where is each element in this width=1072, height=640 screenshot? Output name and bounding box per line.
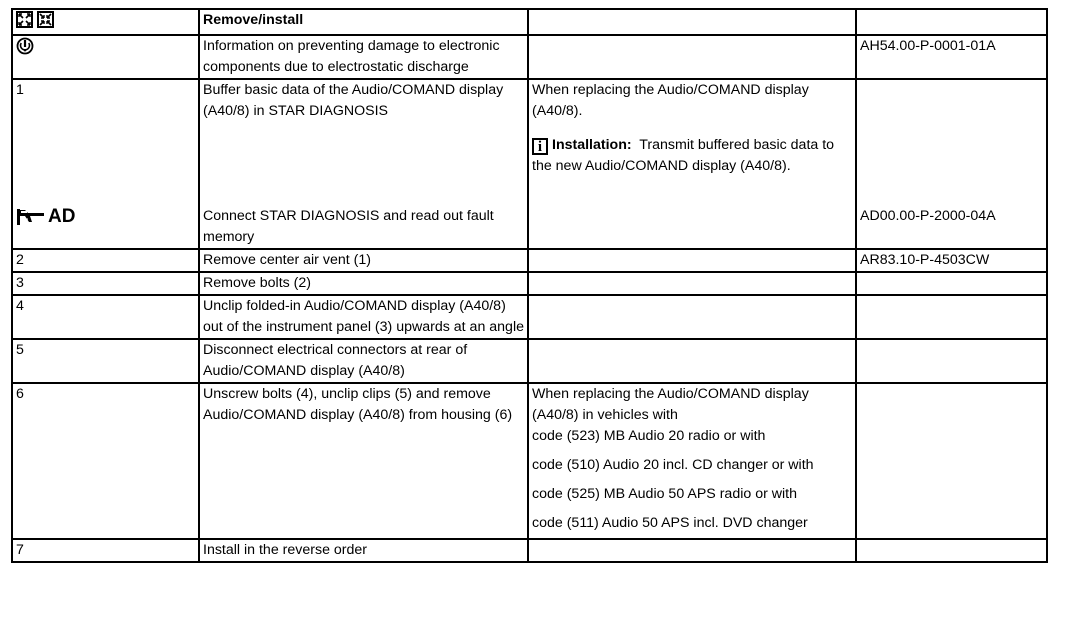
empty-cell <box>528 539 856 562</box>
table-row <box>12 35 1047 79</box>
step-2-reference-link[interactable]: AR83.10-P-4503CW <box>856 249 1047 272</box>
step-1-text-cell <box>199 79 528 249</box>
step-text: Unscrew bolts (4), unclip clips (5) and remove Audio/COMAND display (A40/8) from housing (6) <box>199 383 528 539</box>
step-text: Disconnect electrical connectors at rear of Audio/COMAND display (A40/8) <box>199 339 528 383</box>
step-text: Remove bolts (2) <box>199 272 528 295</box>
installation-info <box>532 135 852 177</box>
esd-icon-cell <box>12 35 199 79</box>
procedure-table <box>11 8 1048 563</box>
empty-cell <box>856 339 1047 383</box>
esd-reference-link[interactable]: AH54.00-P-0001-01A <box>856 35 1047 79</box>
step-text: Remove center air vent (1) <box>199 249 528 272</box>
header-title: Remove/install <box>199 9 528 35</box>
install-icon <box>37 11 54 28</box>
step-6-note-intro: When replacing the Audio/COMAND display (A40/8) in vehicles with <box>532 386 809 423</box>
step-1-note: When replacing the Audio/COMAND display (A40/8). <box>532 82 809 119</box>
step-number: 3 <box>12 272 199 295</box>
step-1-sub-text: Connect STAR DIAGNOSIS and read out fault memory <box>203 208 494 245</box>
remove-icon <box>16 11 33 28</box>
step-number: 5 <box>12 339 199 383</box>
table-row <box>12 272 1047 295</box>
step-1-ref-cell <box>856 79 1047 249</box>
empty-cell <box>856 539 1047 562</box>
step-1-note-cell <box>528 79 856 249</box>
step-text: Unclip folded-in Audio/COMAND display (A40/8) out of the instrument panel (3) upwards at an angle <box>199 295 528 339</box>
step-number: 1 <box>16 82 24 98</box>
esd-warning-icon <box>16 37 34 55</box>
step-number: 7 <box>12 539 199 562</box>
code-line: code (525) MB Audio 50 APS radio or with <box>532 486 797 502</box>
table-header-row <box>12 9 1047 35</box>
esd-description: Information on preventing damage to electronic components due to electrostatic discharge <box>199 35 528 79</box>
step-text: Install in the reverse order <box>199 539 528 562</box>
step-number: 4 <box>12 295 199 339</box>
diagnosis-icon-label: AD <box>48 206 76 227</box>
table-row <box>12 339 1047 383</box>
step-1-text: Buffer basic data of the Audio/COMAND display (A40/8) in STAR DIAGNOSIS <box>203 82 504 119</box>
table-row <box>12 539 1047 562</box>
empty-cell <box>528 339 856 383</box>
code-line: code (523) MB Audio 20 radio or with <box>532 428 766 444</box>
table-row <box>12 295 1047 339</box>
header-icons-cell <box>12 9 199 35</box>
info-label: Installation: <box>552 137 632 153</box>
table-row <box>12 249 1047 272</box>
empty-cell <box>528 35 856 79</box>
hand-pointer-icon <box>16 207 46 227</box>
empty-cell <box>528 249 856 272</box>
empty-cell <box>528 272 856 295</box>
step-6-note-cell <box>528 383 856 539</box>
step-number: 6 <box>12 383 199 539</box>
info-text: Transmit buffered basic data to the new Audio/COMAND display (A40/8). <box>532 137 835 174</box>
diagnosis-pointer <box>16 206 195 228</box>
table-row <box>12 79 1047 249</box>
empty-cell <box>856 295 1047 339</box>
info-icon: i <box>532 138 548 155</box>
empty-cell <box>528 295 856 339</box>
step-1-number-cell <box>12 79 199 249</box>
code-line: code (511) Audio 50 APS incl. DVD changer <box>532 515 808 531</box>
code-line: code (510) Audio 20 incl. CD changer or with <box>532 457 814 473</box>
header-empty-cell <box>528 9 856 35</box>
empty-cell <box>856 272 1047 295</box>
empty-cell <box>856 383 1047 539</box>
diagnosis-reference-link[interactable]: AD00.00-P-2000-04A <box>860 208 996 224</box>
header-empty-cell <box>856 9 1047 35</box>
step-number: 2 <box>12 249 199 272</box>
table-row <box>12 383 1047 539</box>
